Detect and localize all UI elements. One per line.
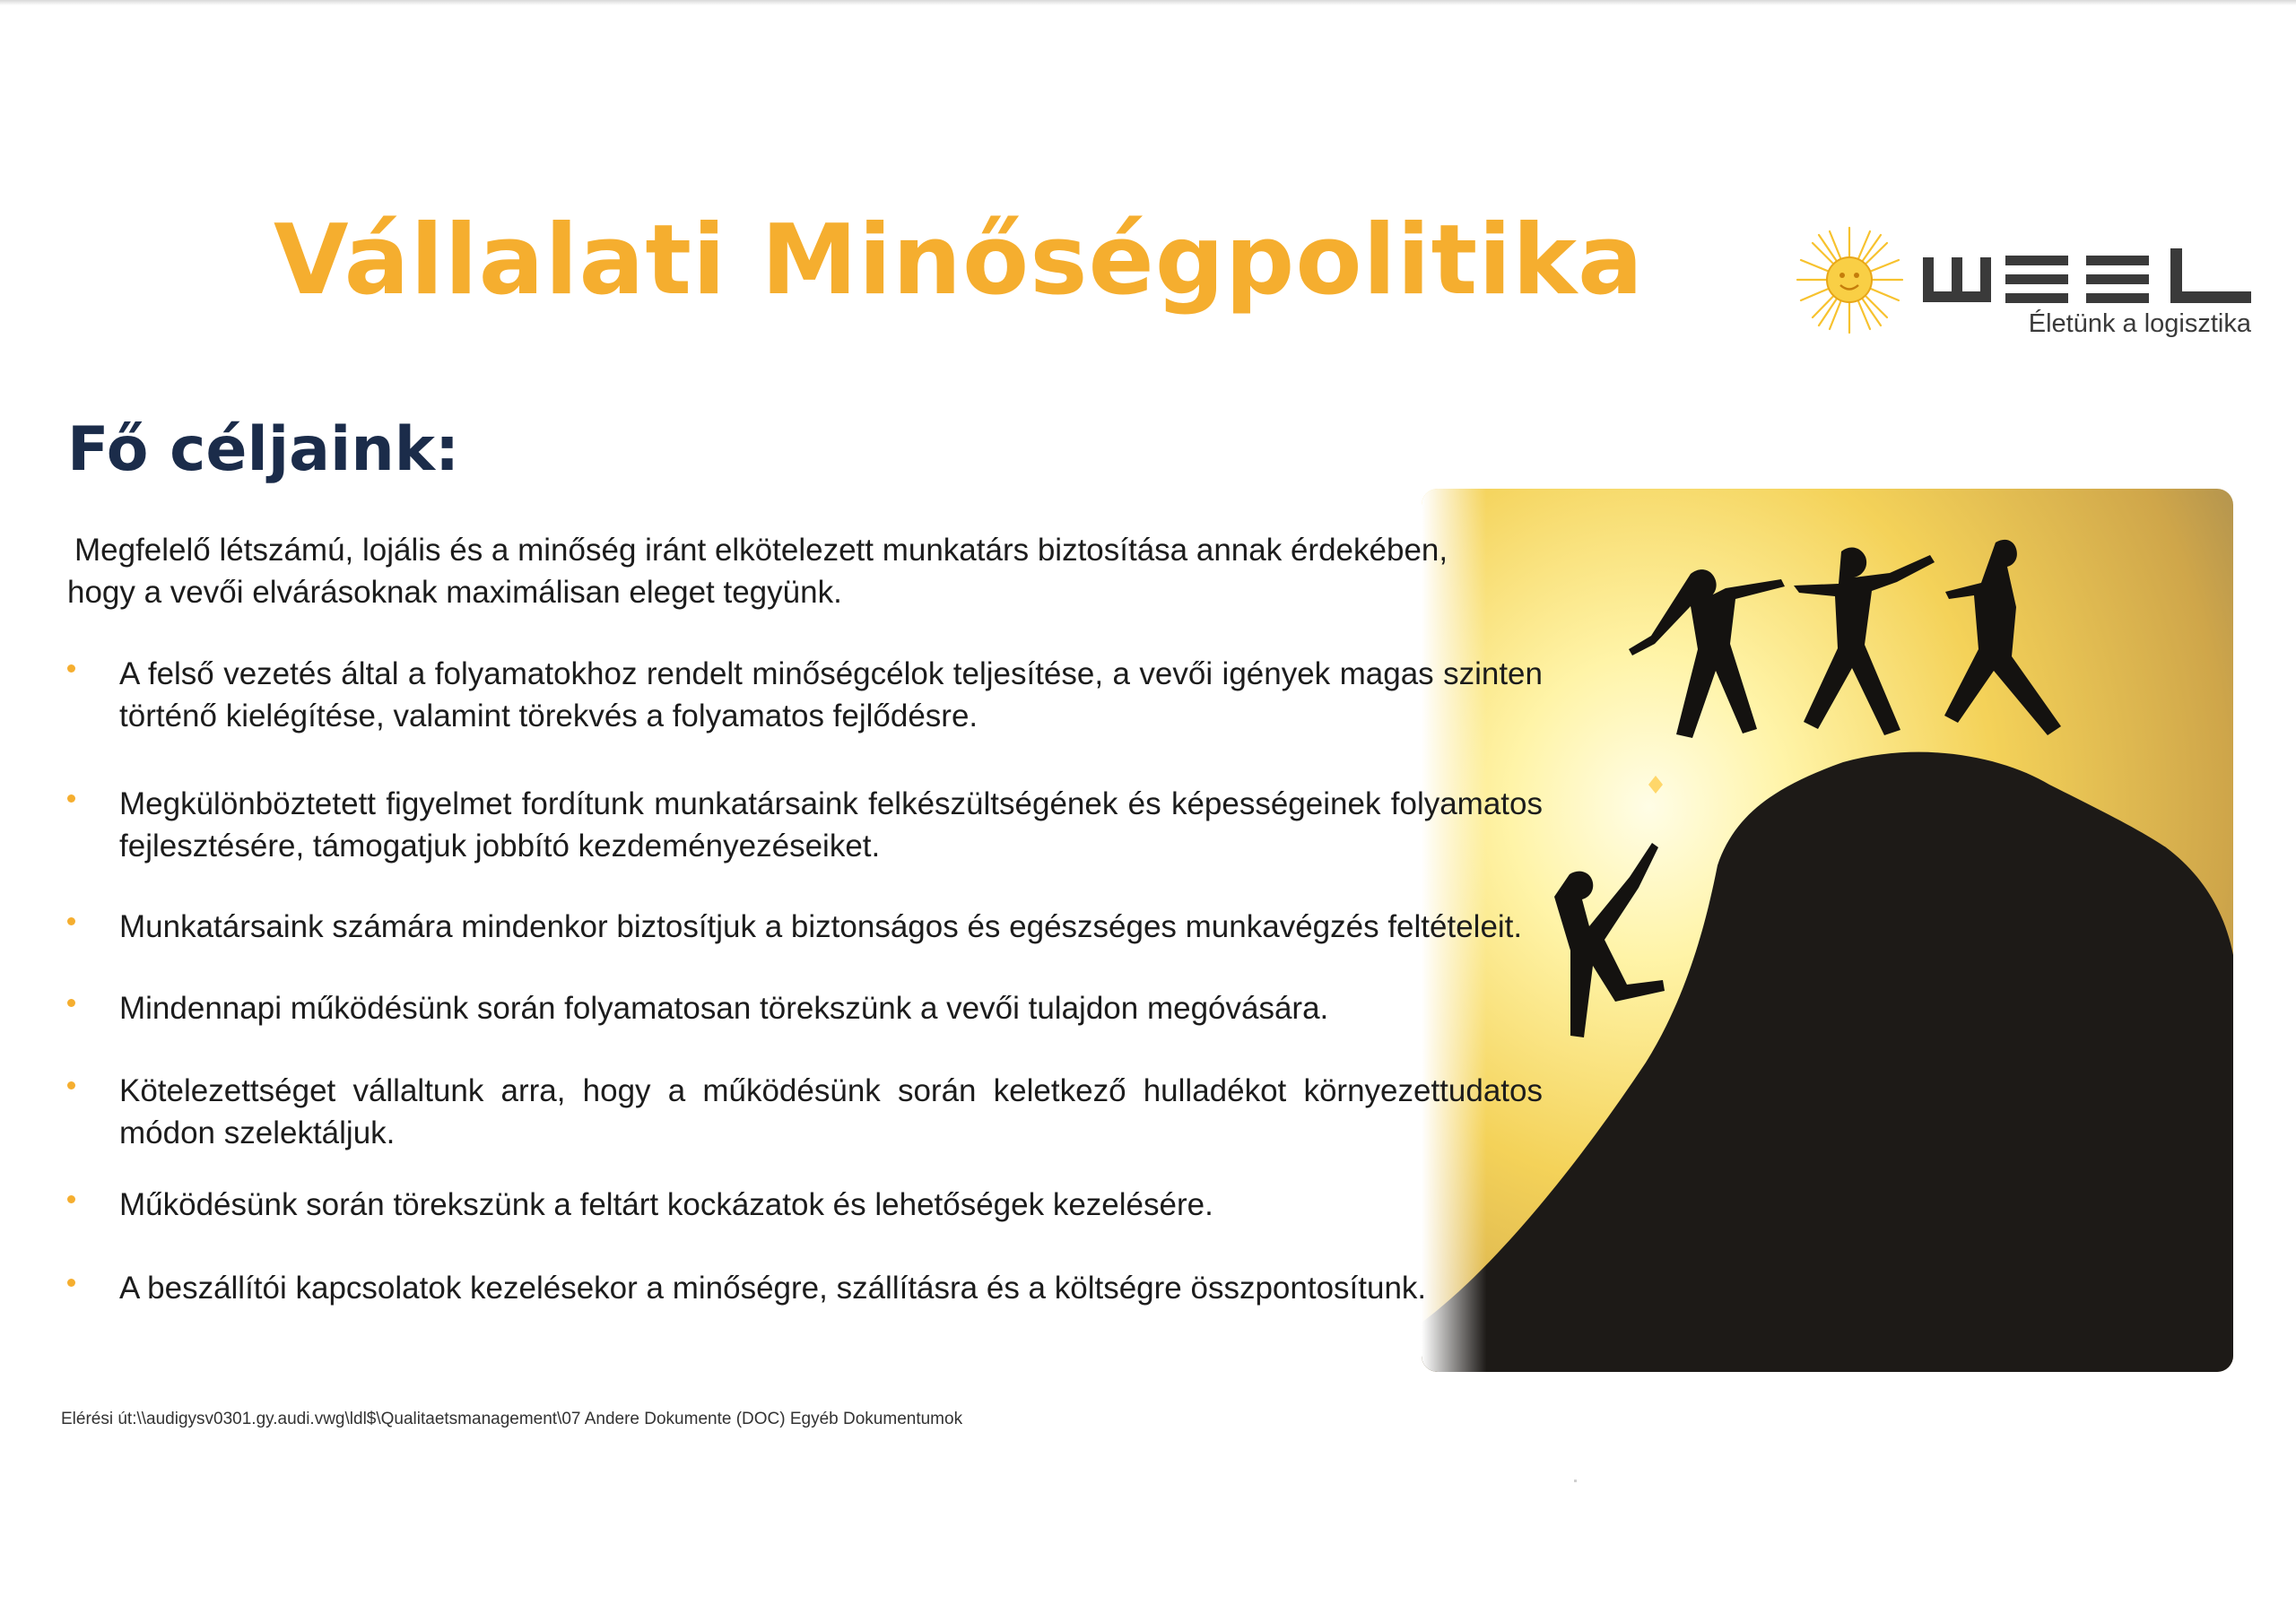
list-item-text: Kötelezettséget vállaltunk arra, hogy a működésünk során keletkező hulladékot környezettudatos módon szelektáljuk. (119, 1073, 1543, 1150)
list-item-text: Munkatársaink számára mindenkor biztosítjuk a biztonságos és egészséges munkavégzés feltételeit. (119, 909, 1523, 944)
intro-paragraph (67, 529, 1502, 613)
list-item-text: A felső vezetés által a folyamatokhoz rendelt minőségcélok teljesítése, a vevői igények magas szinten történő kielégítése, valamint törekvés a folyamatos fejlődésre. (119, 656, 1543, 733)
section-subtitle: Fő céljaink: (67, 414, 460, 485)
intro-line-2: hogy a vevői elvárásoknak maximálisan eleget tegyünk. (67, 575, 842, 610)
mountain-climbers-image (1422, 489, 2233, 1372)
bullet-dot-icon (67, 1195, 75, 1203)
logo-tagline: Életünk a logisztika (2028, 309, 2251, 338)
list-item (63, 1184, 1543, 1226)
bullet-dot-icon (67, 1081, 75, 1089)
list-item-text: Mindennapi működésünk során folyamatosan törekszünk a vevői tulajdon megóvására. (119, 991, 1329, 1026)
bullet-dot-icon (67, 794, 75, 803)
list-item (63, 987, 1543, 1029)
sun-face-icon (1794, 224, 1906, 336)
scan-speck (1574, 1480, 1577, 1482)
intro-line-1: Megfelelő létszámú, lojális és a minőség iránt elkötelezett munkatárs biztosítása annak érdekében, (74, 533, 1448, 568)
bullet-dot-icon (67, 917, 75, 925)
page-title: Vállalati Minőségpolitika (274, 204, 1644, 317)
list-item (63, 1070, 1543, 1154)
bullet-dot-icon (67, 1279, 75, 1287)
wssl-wordmark (1919, 245, 2256, 308)
scan-edge (0, 0, 2296, 5)
bullet-dot-icon (67, 664, 75, 673)
list-item (63, 1267, 1543, 1309)
list-item-text: Működésünk során törekszünk a feltárt kockázatok és lehetőségek kezelésére. (119, 1187, 1213, 1222)
list-item-text: Megkülönböztetett figyelmet fordítunk munkatársaink felkészültségének és képességeinek folyamatos fejlesztésére, támogatjuk jobbító kezdeményezéseiket. (119, 786, 1543, 864)
list-item (63, 783, 1543, 867)
company-logo (1794, 220, 2260, 345)
bullet-dot-icon (67, 999, 75, 1007)
list-item-text: A beszállítói kapcsolatok kezelésekor a minőségre, szállításra és a költségre összpontosítunk. (119, 1271, 1427, 1306)
footer-path: Elérési út:\\audigysv0301.gy.audi.vwg\ldl$\Qualitaetsmanagement\07 Andere Dokumente (DOC) Egyéb Dokumentumok (61, 1410, 963, 1428)
list-item (63, 653, 1543, 737)
list-item (63, 906, 1543, 948)
